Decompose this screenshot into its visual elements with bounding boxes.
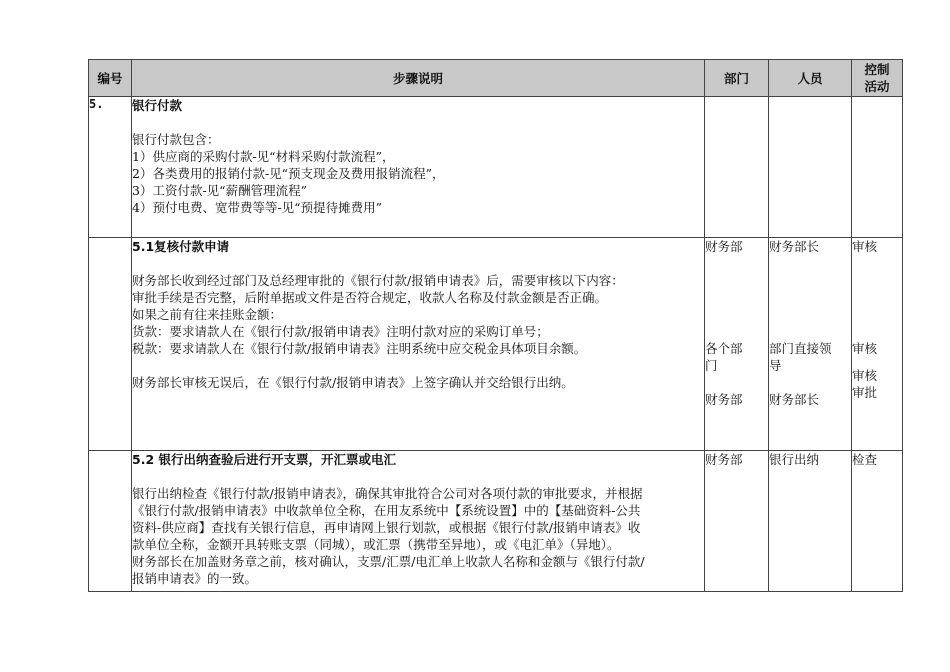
person-value: 财务部长	[769, 239, 820, 254]
text-line: 银行出纳检查《银行付款/报销申请表》，确保其审批符合公司对各项付款的审批要求，并根据	[132, 486, 643, 501]
person-value: 银行出纳	[769, 452, 820, 467]
text-line: 3）工资付款-见“薪酬管理流程”	[132, 183, 307, 198]
text-line: 财务部长在加盖财务章之前，核对确认，支票/汇票/电汇单上收款人名称和金额与《银行付款/	[132, 554, 645, 569]
spacer	[769, 255, 851, 340]
text-line: 4）预付电费、宽带费等等-见“预提待摊费用”	[132, 200, 382, 215]
step-description	[132, 97, 705, 238]
table-row	[89, 451, 903, 592]
text-line: 《银行付款/报销申请表》中收款单位全称，在用友系统中【系统设置】中的【基础资料-公共	[132, 503, 641, 518]
department-value: 各个部	[705, 341, 743, 356]
procedure-table	[88, 59, 903, 592]
control-value: 审核	[852, 368, 878, 383]
step-description	[132, 451, 705, 592]
text-line: 如果之前有往来挂账金额：	[132, 307, 283, 322]
control-value: 审核	[852, 239, 878, 254]
section-title: 银行付款	[132, 98, 183, 113]
spacer	[705, 374, 768, 391]
control-value: 审批	[852, 385, 878, 400]
text-line: 1）供应商的采购付款-见“材料采购付款流程”，	[132, 149, 395, 164]
section-title: 5.2 银行出纳查验后进行开支票，开汇票或电汇	[132, 452, 396, 467]
department-value: 财务部	[705, 239, 743, 254]
step-number	[89, 451, 132, 592]
table-row	[89, 238, 903, 451]
text-line: 银行付款包含：	[132, 132, 220, 147]
text-line: 资料-供应商】查找有关银行信息，再申请网上银行划款，或根据《银行付款/报销申请表》收	[132, 520, 641, 535]
control-value: 审核	[852, 341, 878, 356]
step-number: 5.	[89, 97, 132, 238]
department-cell	[705, 238, 769, 451]
text-line: 税款：要求请款人在《银行付款/报销申请表》注明系统中应交税金具体项目余额。	[132, 341, 587, 356]
step-description	[132, 238, 705, 451]
person-value: 财务部长	[769, 392, 820, 407]
control-cell	[852, 97, 903, 238]
header-control-line2: 活动	[864, 79, 890, 94]
spacer	[852, 255, 902, 340]
department-cell	[705, 97, 769, 238]
header-control	[852, 60, 903, 97]
text-line: 2）各类费用的报销付款-见“预支现金及费用报销流程”，	[132, 166, 445, 181]
department-value: 财务部	[705, 392, 743, 407]
person-value: 部门直接领	[769, 341, 832, 356]
department-cell	[705, 451, 769, 592]
person-value: 导	[769, 358, 782, 373]
department-value: 门	[705, 358, 718, 373]
table-row	[89, 97, 903, 238]
text-line: 货款：要求请款人在《银行付款/报销申请表》注明付款对应的采购订单号；	[132, 324, 549, 339]
text-line: 财务部长收到经过部门及总经理审批的《银行付款/报销申请表》后，需要审核以下内容：	[132, 273, 624, 288]
section-title: 5.1复核付款申请	[132, 239, 230, 254]
spacer	[852, 357, 902, 367]
control-value: 检查	[852, 452, 878, 467]
header-control-line1: 控制	[864, 62, 890, 77]
header-steps: 步骤说明	[132, 60, 705, 97]
person-cell	[769, 238, 852, 451]
text-line: 报销申请表》的一致。	[132, 571, 258, 586]
control-cell	[852, 238, 903, 451]
spacer	[705, 255, 768, 340]
spacer	[132, 357, 704, 374]
text-line: 财务部长审核无误后，在《银行付款/报销申请表》上签字确认并交给银行出纳。	[132, 375, 574, 390]
person-cell	[769, 97, 852, 238]
header-department: 部门	[705, 60, 769, 97]
control-cell	[852, 451, 903, 592]
department-value: 财务部	[705, 452, 743, 467]
text-line: 审批手续是否完整，后附单据或文件是否符合规定，收款人名称及付款金额是否正确。	[132, 290, 608, 305]
table-header-row	[89, 60, 903, 97]
person-cell	[769, 451, 852, 592]
header-person: 人员	[769, 60, 852, 97]
header-number: 编号	[89, 60, 132, 97]
step-number	[89, 238, 132, 451]
text-line: 款单位全称，金额开具转账支票（同城），或汇票（携带至异地），或《电汇单》（异地）。	[132, 537, 620, 552]
spacer	[769, 374, 851, 391]
